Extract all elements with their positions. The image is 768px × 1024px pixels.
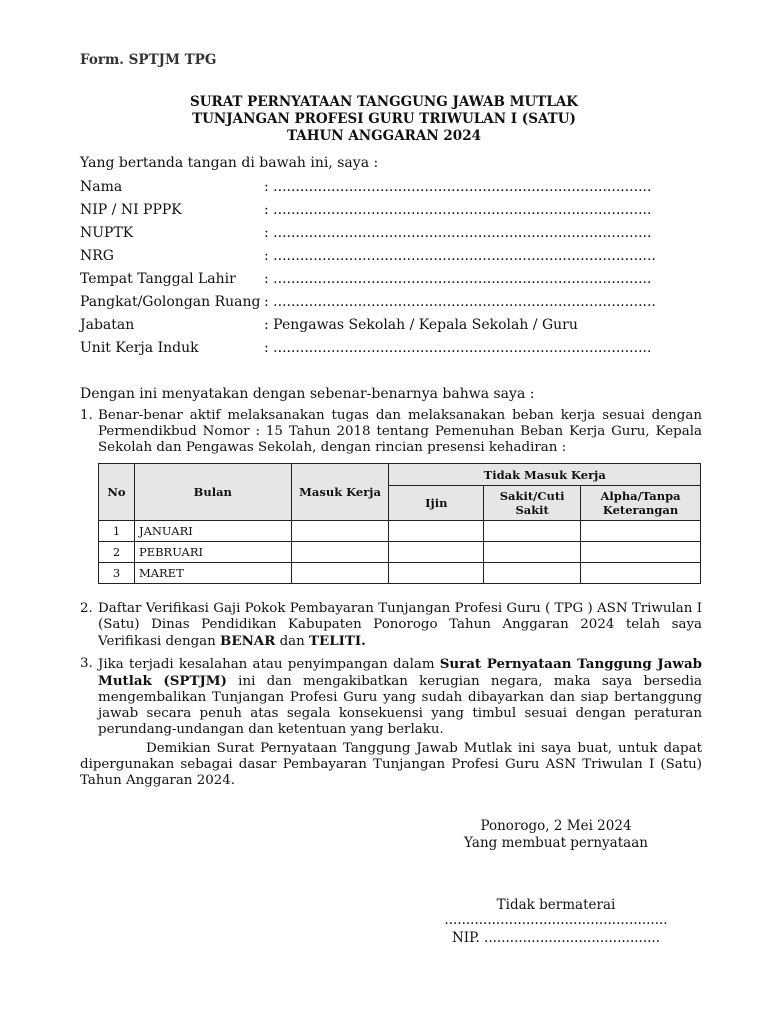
document-title <box>0 94 768 145</box>
item-text: Daftar Verifikasi Gaji Pokok Pembayaran Tunjangan Profesi Guru ( TPG ) ASN Triwulan I (Satu) Dinas Pendidikan Kabupaten Ponorogo Tahun Anggaran 2024 telah saya Verifikasi dengan BENAR dan TELITI. <box>98 601 702 649</box>
field-value: : ..................................................................................... <box>264 202 652 218</box>
header-alpha: Alpha/Tanpa Keterangan <box>581 486 701 521</box>
statement-intro: Dengan ini menyatakan dengan sebenar-benarnya bahwa saya : <box>80 386 535 402</box>
header-ijin: Ijin <box>389 486 484 521</box>
item-number: 1. <box>80 408 93 423</box>
field-nama: Nama : ..................................................................................... <box>80 179 652 195</box>
identity-fields <box>80 177 656 361</box>
field-nrg: NRG : ...................................................................................... <box>80 248 656 264</box>
item-number: 3. <box>80 656 93 671</box>
form-code: Form. SPTJM TPG <box>80 52 217 68</box>
materai-note: Tidak bermaterai <box>496 897 616 913</box>
item-text: Jika terjadi kesalahan atau penyimpangan dalam Surat Pernyataan Tanggung Jawab Mutlak (SPTJM) ini dan mengakibatkan kerugian negara, maka saya bersedia mengembalikan Tunjangan Profesi Guru yang sudah dibayarkan dan siap bertanggung jawab secara penuh atas segala konsekuensi yang timbul sesuai dengan peraturan perundang-undangan dan ketentuan yang berlaku. <box>98 656 702 737</box>
table-row: 1 JANUARI <box>99 521 701 542</box>
item-text: Benar-benar aktif melaksanakan tugas dan melaksanakan beban kerja sesuai dengan Permendikbud Nomor : 15 Tahun 2018 tentang Pemenuhan Beban Kerja Guru, Kepala Sekolah dan Pengawas Sekolah, dengan rincian presensi kehadiran : <box>98 408 702 455</box>
place-date: Ponorogo, 2 Mei 2024 <box>480 818 632 834</box>
title-line-2: TUNJANGAN PROFESI GURU TRIWULAN I (SATU) <box>192 111 576 127</box>
statement-item-1 <box>80 408 702 456</box>
signature-line: .................................................... <box>444 912 668 928</box>
header-no: No <box>99 464 135 521</box>
attendance-table <box>98 463 701 584</box>
field-value: : ..................................................................................... <box>264 179 652 195</box>
table-row: 3 MARET <box>99 563 701 584</box>
closing-paragraph: Demikian Surat Pernyataan Tanggung Jawab Mutlak ini saya buat, untuk dapat dipergunakan sebagai dasar Pembayaran Tunjangan Profesi Guru ASN Triwulan I (Satu) Tahun Anggaran 2024. <box>80 741 702 788</box>
field-value: : ..................................................................................... <box>264 340 652 356</box>
intro-text: Yang bertanda tangan di bawah ini, saya : <box>80 155 379 171</box>
field-pangkat: Pangkat/Golongan Ruang : ...................................................................................... <box>80 294 656 310</box>
title-line-3: TAHUN ANGGARAN 2024 <box>286 128 481 144</box>
field-value: : ...................................................................................... <box>264 248 656 264</box>
header-sakit: Sakit/Cuti Sakit <box>484 486 581 521</box>
field-ttl: Tempat Tanggal Lahir : ..................................................................................... <box>80 271 652 287</box>
field-jabatan: Jabatan : Pengawas Sekolah / Kepala Sekolah / Guru <box>80 317 578 333</box>
field-value: : ...................................................................................... <box>264 294 656 310</box>
field-value: : ..................................................................................... <box>264 225 652 241</box>
header-masuk-kerja: Masuk Kerja <box>291 464 389 521</box>
table-row: 2 PEBRUARI <box>99 542 701 563</box>
field-unit-kerja: Unit Kerja Induk : ..................................................................................... <box>80 340 652 356</box>
item-number: 2. <box>80 601 93 616</box>
header-tidak-masuk-kerja: Tidak Masuk Kerja <box>389 464 701 486</box>
field-value: : ..................................................................................... <box>264 271 652 287</box>
signer-caption: Yang membuat pernyataan <box>464 835 648 851</box>
field-value: : Pengawas Sekolah / Kepala Sekolah / Guru <box>264 317 578 333</box>
field-nuptk: NUPTK : ..................................................................................... <box>80 225 652 241</box>
header-bulan: Bulan <box>134 464 291 521</box>
nip-line: NIP. ......................................... <box>451 930 661 946</box>
field-nip: NIP / NI PPPK : ..................................................................................... <box>80 202 652 218</box>
statement-item-3 <box>80 656 702 738</box>
statement-item-2 <box>80 601 702 650</box>
title-line-1: SURAT PERNYATAAN TANGGUNG JAWAB MUTLAK <box>189 94 579 110</box>
